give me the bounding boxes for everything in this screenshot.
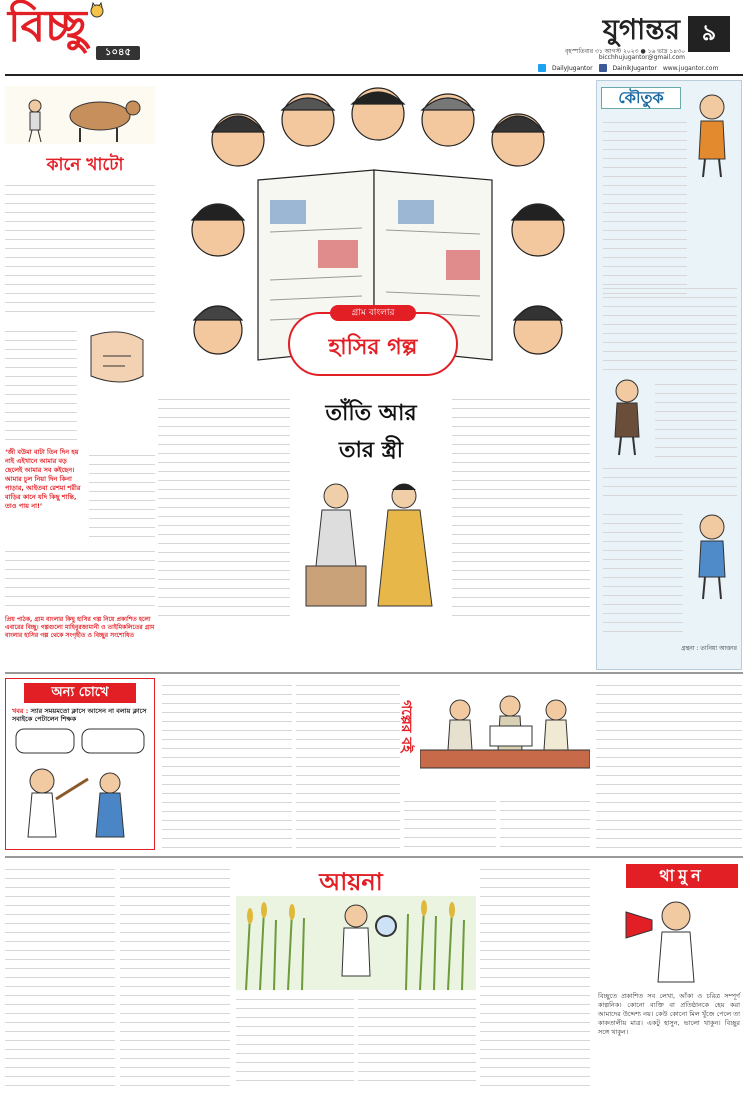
twitter-handle[interactable]: DailyJugantor <box>552 64 593 72</box>
mid-divider <box>5 672 743 674</box>
email: bicchhujugantor@gmail.com <box>598 54 685 61</box>
bottom-story-col-1 <box>5 862 115 1088</box>
twitter-icon <box>538 64 546 72</box>
teacher-beating-cartoon <box>12 727 150 845</box>
koutuk-column <box>596 80 742 670</box>
anya-chokhe-heading: অন্য চোখে <box>24 683 136 703</box>
koutuk-heading: কৌতুক <box>601 87 681 109</box>
bottom-story-col-3 <box>236 992 354 1088</box>
koutuk-joke-1-wide <box>603 281 737 371</box>
weaver-couple-illustration <box>296 466 446 618</box>
masthead <box>0 0 748 80</box>
caption-label: খবর : <box>12 707 29 715</box>
story-col-3 <box>452 392 590 618</box>
golper-boi-title: গল্পের বই <box>398 700 414 753</box>
middle-story-col-5 <box>596 678 742 852</box>
koutuk-cartoon-man-3 <box>687 511 737 601</box>
koutuk-joke-2-wide <box>603 461 737 501</box>
story-title-line-2: তার স্ত্রী <box>338 438 404 463</box>
man-with-megaphone-illustration <box>606 894 732 986</box>
left-column <box>5 80 155 670</box>
section-logo-text: বিচ্ছু <box>8 1 87 52</box>
story-title-line-1: তাঁতি আর <box>325 401 417 426</box>
bottom-divider <box>5 856 743 858</box>
aynaa-title: আয়না <box>319 868 383 896</box>
masthead-rule <box>5 74 743 76</box>
story-title-box <box>296 396 446 466</box>
issue-number: ১০৪৫ <box>96 46 140 60</box>
man-with-magnifier-in-field-illustration <box>236 896 476 990</box>
page-number: ৯ <box>688 16 730 52</box>
anya-chokhe-caption <box>12 707 152 723</box>
thamun-heading: থামুন <box>626 864 738 888</box>
center-cartoon-panel <box>158 80 590 386</box>
aynaa-panel <box>236 860 476 990</box>
paper-logo: যুগান্তর <box>602 13 680 46</box>
reader-note: প্রিয় পাঠক, গ্রাম বাংলার কিছু হাসির গল্প নিয়ে প্রকাশিত হলো এবারের বিচ্ছু। গল্পগুলো মাহিবুরজামানী ও তাইমিকলিতের গ্রাম বাংলার হাসির গল্প থেকে সংগৃহীত ও বিচ্ছুর সংশোধিত <box>5 616 155 639</box>
date-line: বৃহস্পতিবার ৩১ আগস্ট ২০২৩ ● ১৬ ভাদ্র ১৪৩০ <box>565 48 685 55</box>
koutuk-joke-2 <box>655 377 737 459</box>
left-body-lower <box>5 544 155 612</box>
thamun-panel <box>596 862 742 1088</box>
koutuk-cartoon-man-2 <box>603 377 651 457</box>
left-quote-side-text <box>89 448 155 538</box>
middle-story-col-3 <box>404 794 496 852</box>
banner-main: হাসির গল্প <box>328 335 418 360</box>
kane-khato-heading: কানে খাটো <box>46 155 124 175</box>
section-logo <box>8 2 128 52</box>
middle-story-col-2 <box>296 678 400 850</box>
facebook-handle[interactable]: DainikJugantor <box>612 64 657 72</box>
bottom-story-col-5 <box>480 862 590 1088</box>
middle-story-col-1 <box>162 678 292 850</box>
bottom-story-col-2 <box>120 862 230 1088</box>
koutuk-joke-3 <box>603 507 683 637</box>
hand-pointing-illustration <box>81 326 153 416</box>
caption-text: স্যার সময়মতো ক্লাসে আসেন না বলায় ক্লাসে সবাইকে পেটালেন শিক্ষক <box>12 707 147 723</box>
anya-chokhe-panel <box>5 678 155 850</box>
kane-khato-body-narrow <box>5 324 77 444</box>
banner-top: গ্রাম বাংলার <box>330 305 416 321</box>
cat-mascot-icon <box>86 2 108 18</box>
thamun-text: বিচ্ছুতে প্রকাশিত সব লেখা, আঁকা ও চরিত্র সম্পূর্ণ কাল্পনিক। কোনো ব্যক্তি বা প্রতিষ্ঠানকে হেয় করা আমাদের উদ্দেশ্য নয়। কেউ কোনো মিল খুঁজে পেলে তা কাকতালীয় মাত্র। একটু হাসুন, ভালো থাকুন। বিচ্ছুর সঙ্গে থাকুন। <box>598 992 740 1036</box>
middle-story-col-4 <box>500 794 590 852</box>
men-on-wall-illustration <box>420 680 590 790</box>
story-col-1 <box>158 392 290 618</box>
facebook-icon <box>599 64 607 72</box>
left-quote: ‘জী বউমা বাটা তিন দিন হয় নাই এইখানে আমার বড় ছেলেই আমার সব কইছেন। আমার চুল নিয়া দিন কিনা পাড়ার, আইতবা রেশমা শরীর বাড়ির কানে যদি কিছু শান্তি, তাও পায় না!’ <box>5 448 81 510</box>
koutuk-cartoon-man-1 <box>687 89 737 179</box>
website-link[interactable]: www.jugantor.com <box>662 64 719 72</box>
cow-cartoon-illustration <box>5 86 155 144</box>
koutuk-credit: গ্রন্থনা : তানিয়া আক্তার <box>681 645 737 652</box>
banner <box>288 308 458 376</box>
social-bar <box>538 63 738 73</box>
kane-khato-body <box>5 178 155 320</box>
bottom-story-col-4 <box>358 992 476 1088</box>
